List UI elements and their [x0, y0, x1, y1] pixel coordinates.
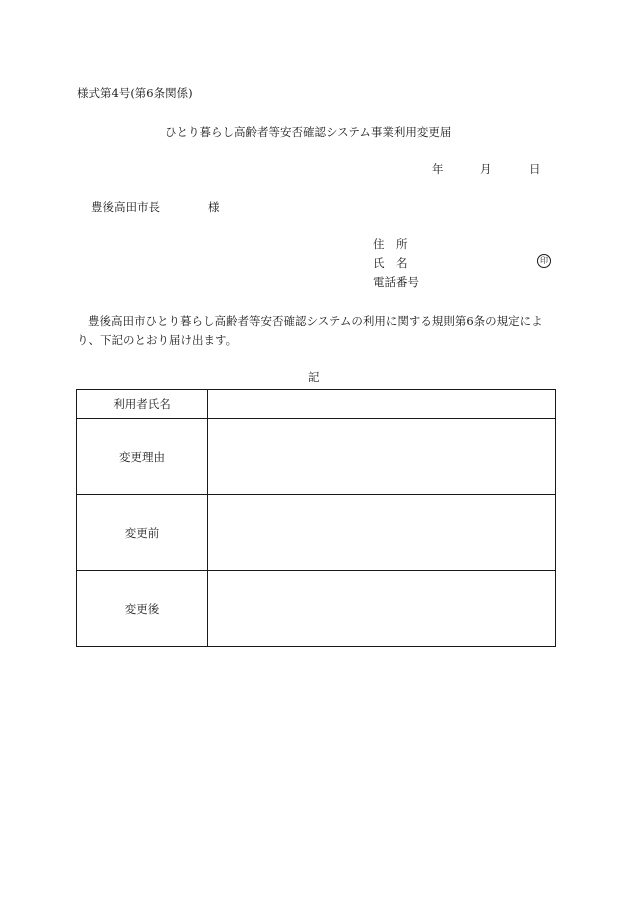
body-text: 豊後高田市ひとり暮らし高齢者等安否確認システムの利用に関する規則第6条の規定により、下記のとおり届け出ます。 — [77, 314, 543, 347]
date-month-label: 月 — [480, 162, 492, 176]
table-row-user-name — [77, 390, 556, 419]
change-reason-field[interactable] — [208, 419, 556, 495]
date-year-label: 年 — [432, 162, 444, 176]
table-label-cell: 変更後 — [77, 571, 208, 647]
addressee-name: 豊後高田市長 — [91, 200, 160, 214]
after-change-field[interactable] — [208, 571, 556, 647]
applicant-phone-label: 電話番号 — [373, 275, 419, 289]
applicant-name-label: 氏 名 — [373, 256, 408, 270]
user-name-field[interactable] — [208, 390, 556, 419]
applicant-address-label: 住 所 — [373, 237, 408, 251]
table-label-cell: 変更理由 — [77, 419, 208, 495]
seal-mark: 印 — [537, 254, 551, 268]
note-heading: 記 — [308, 370, 320, 384]
form-number: 様式第4号(第6条関係) — [77, 86, 193, 100]
before-change-field[interactable] — [208, 495, 556, 571]
table-row-before-change — [77, 495, 556, 571]
record-table — [76, 389, 556, 647]
document-title: ひとり暮らし高齢者等安否確認システム事業利用変更届 — [165, 125, 452, 139]
addressee-honorific: 様 — [208, 200, 220, 214]
date-day-label: 日 — [529, 162, 541, 176]
table-label-cell: 利用者氏名 — [77, 390, 208, 419]
table-row-after-change — [77, 571, 556, 647]
table-row-change-reason — [77, 419, 556, 495]
table-label-cell: 変更前 — [77, 495, 208, 571]
